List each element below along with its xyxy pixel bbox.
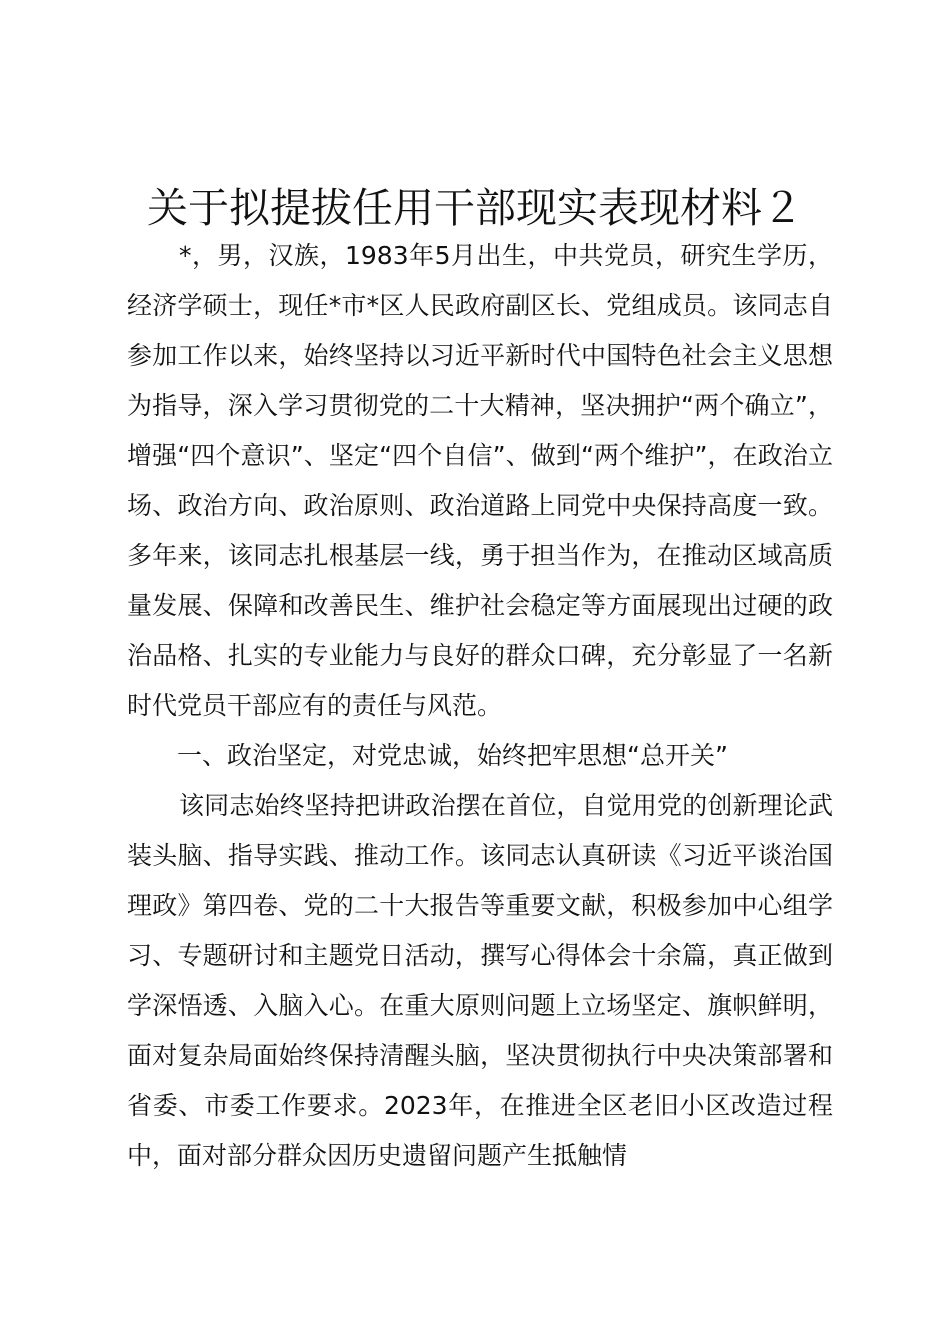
section-1-paragraph: 该同志始终坚持把讲政治摆在首位，自觉用党的创新理论武装头脑、指导实践、推动工作。该同志认真研读《习近平谈治国理政》第四卷、党的二十大报告等重要文献，积极参加中心组学习、专题研讨和主题党日活动，撰写心得体会十余篇，真正做到学深悟透、入脑入心。在重大原则问题上立场坚定、旗帜鲜明，面对复杂局面始终保持清醒头脑，坚决贯彻执行中央决策部署和省委、市委工作要求。2023年，在推进全区老旧小区改造过程中，面对部分群众因历史遗留问题产生抵触情	[127, 791, 833, 1170]
document-title: 关于拟提拔任用干部现实表现材料２	[147, 184, 803, 232]
document-body	[127, 231, 833, 1181]
section-heading-1: 一、政治坚定，对党忠诚，始终把牢思想“总开关”	[177, 741, 728, 770]
intro-paragraph: *，男，汉族，1983年5月出生，中共党员，研究生学历，经济学硕士，现任*市*区人民政府副区长、党组成员。该同志自参加工作以来，始终坚持以习近平新时代中国特色社会主义思想为指导，深入学习贯彻党的二十大精神，坚决拥护“两个确立”，增强“四个意识”、坚定“四个自信”、做到“两个维护”，在政治立场、政治方向、政治原则、政治道路上同党中央保持高度一致。多年来，该同志扎根基层一线，勇于担当作为，在推动区域高质量发展、保障和改善民生、维护社会稳定等方面展现出过硬的政治品格、扎实的专业能力与良好的群众口碑，充分彰显了一名新时代党员干部应有的责任与风范。	[127, 241, 833, 720]
